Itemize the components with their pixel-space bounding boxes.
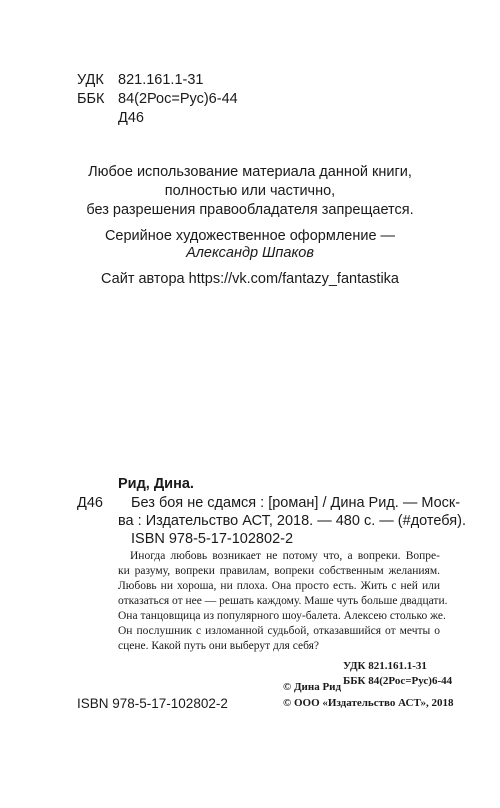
footer-bbk: ББК 84(2Рос=Рус)6-44: [343, 675, 453, 687]
footer-udk: УДК 821.161.1-31: [343, 660, 427, 672]
udk-value: 821.161.1-31: [118, 72, 204, 88]
designer-name: Александр Шпаков: [186, 245, 314, 261]
copyright-publisher: © ООО «Издательство АСТ», 2018: [283, 697, 454, 709]
annotation-line: Иногда любовь возникает не потому что, а вопреки. Вопре-: [130, 550, 440, 562]
annotation-line: Он послушник с изломанной судьбой, отказавшийся от мечты о: [118, 625, 440, 637]
rights-notice-line-1: Любое использование материала данной книги,: [88, 164, 412, 180]
author-site: Сайт автора https://vk.com/fantazy_fantastika: [101, 271, 399, 287]
rights-notice-line-3: без разрешения правообладателя запрещается.: [86, 202, 414, 218]
catalog-mark: Д46: [77, 495, 103, 511]
catalog-author-heading: Рид, Дина.: [118, 476, 194, 492]
bbk-value: 84(2Рос=Рус)6-44: [118, 91, 238, 107]
annotation-line: ки разуму, вопреки правилам, вопреки собственным желаниям.: [118, 565, 440, 577]
bottom-isbn: ISBN 978-5-17-102802-2: [77, 696, 228, 711]
annotation-line: Она танцовщица из популярного шоу-балета. Алексею столько же.: [118, 610, 446, 622]
catalog-entry-line-1: Без боя не сдамся : [роман] / Дина Рид. — Моск-: [131, 495, 461, 511]
annotation-line: отказаться от нее — решать каждому. Маше чуть больше двадцати.: [118, 595, 448, 607]
catalog-entry-line-2: ва : Издательство АСТ, 2018. — 480 с. — (#дотебя).: [118, 513, 466, 529]
bbk-label: ББК: [77, 91, 105, 107]
author-mark: Д46: [118, 110, 144, 126]
udk-label: УДК: [77, 72, 104, 88]
rights-notice-line-2: полностью или частично,: [164, 183, 336, 199]
annotation-line: сцене. Какой путь они выберут для себя?: [118, 640, 320, 652]
catalog-isbn: ISBN 978-5-17-102802-2: [131, 531, 294, 547]
design-credit: Серийное художественное оформление —: [104, 228, 396, 244]
annotation-line: Любовь ни хороша, ни плоха. Она просто есть. Жить с ней или: [118, 580, 440, 592]
copyright-author: © Дина Рид: [283, 681, 342, 693]
